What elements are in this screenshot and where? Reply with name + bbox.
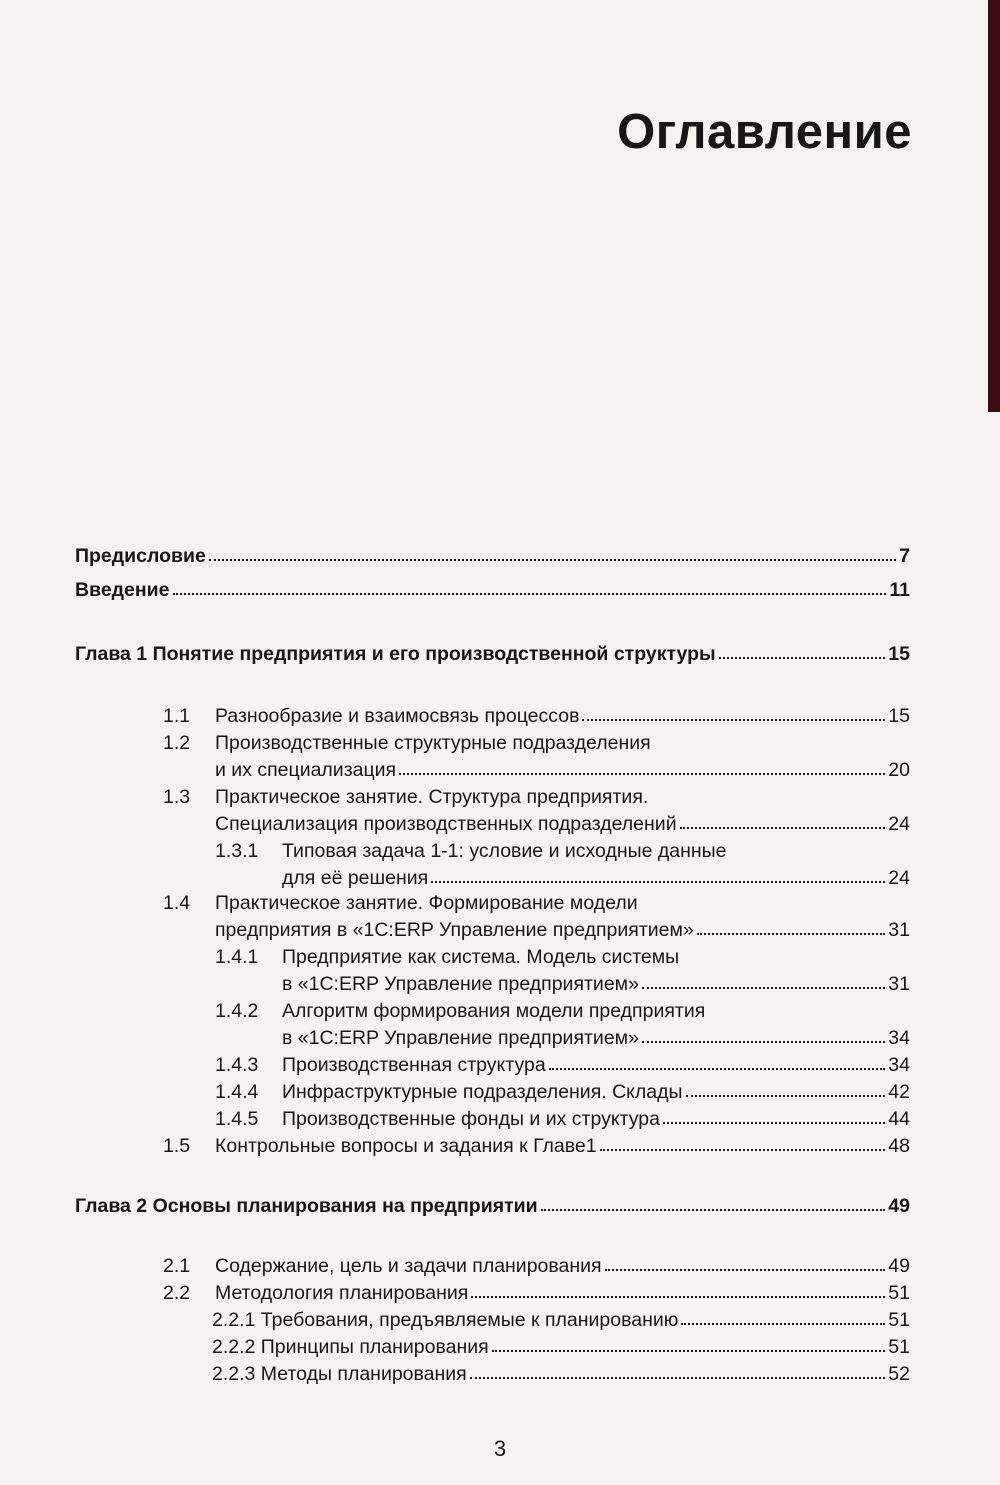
toc-section-number: 1.4.3 [215,1054,259,1076]
leader-dots [686,1090,886,1097]
toc-entry-text: Методология планирования [215,1282,469,1304]
toc-entry-text: в «1С:ERP Управление предприятием» [282,1027,639,1049]
leader-dots [492,1345,886,1352]
toc-entry-1-4-5[interactable] [215,1106,910,1133]
toc-entry-1-1[interactable] [163,703,910,730]
toc-entry-2-2-2[interactable] [212,1334,910,1361]
toc-entry-text: Предисловие [75,545,206,567]
toc-section-number: 1.4.4 [215,1081,259,1103]
leader-dots [399,768,885,775]
leader-dots [681,1318,885,1325]
toc-entry-1-3-1[interactable] [282,865,910,892]
toc-entry-text: Контрольные вопросы и задания к Главе1 [215,1135,597,1157]
leader-dots [431,876,885,883]
toc-entry-chapter-2[interactable] [75,1193,910,1220]
toc-page-number: 34 [888,1054,910,1076]
toc-page-number: 51 [888,1336,910,1358]
toc-entry-text: 2.2.1 Требования, предъявляемые к планированию [212,1309,679,1331]
leader-dots [642,1036,885,1043]
page-number: 3 [493,1436,507,1461]
toc-entry-chapter-1[interactable] [75,641,910,668]
toc-entry-text: предприятия в «1С:ERP Управление предприятием» [215,919,694,941]
toc-entry-text: Производственные структурные подразделения [215,732,651,754]
leader-dots [600,1144,886,1151]
toc-section-number: 1.4.2 [215,1000,259,1022]
toc-entry-text: 2.2.2 Принципы планирования [212,1336,489,1358]
toc-entry-text: Специализация производственных подразделений [215,813,677,835]
toc-entry-1-4-2[interactable] [282,1025,910,1052]
toc-section-number: 2.1 [163,1255,191,1277]
toc-entry-1-3-line1 [163,784,648,811]
leader-dots [663,1117,885,1124]
page-title: Оглавление [617,105,912,159]
leader-dots [582,714,885,721]
leader-dots [549,1063,886,1070]
toc-entry-1-4-1[interactable] [282,971,910,998]
toc-section-number: 1.1 [163,705,191,727]
toc-entry-text: Производственная структура [282,1054,546,1076]
toc-section-number: 1.3.1 [215,840,259,862]
leader-dots [470,1372,886,1379]
toc-entry-text: Алгоритм формирования модели предприятия [282,1000,706,1022]
toc-page-number: 51 [888,1282,910,1304]
leader-dots [697,928,886,935]
toc-entry-text: Инфраструктурные подразделения. Склады [282,1081,683,1103]
toc-section-number: 1.4.1 [215,946,259,968]
toc-entry-text: 2.2.3 Методы планирования [212,1363,467,1385]
leader-dots [719,652,886,659]
toc-entry-1-4-line1 [163,890,638,917]
toc-entry-1-3[interactable] [215,811,910,838]
toc-page-number: 49 [888,1255,910,1277]
toc-section-number: 1.2 [163,732,191,754]
toc-page-number: 31 [888,919,910,941]
toc-entry-1-4-1-line1 [215,944,679,971]
toc-entry-1-4-4[interactable] [215,1079,910,1106]
toc-section-number: 2.2 [163,1282,191,1304]
toc-entry-1-2[interactable] [215,757,910,784]
toc-entry-intro[interactable] [75,577,910,604]
toc-entry-text: Глава 2 Основы планирования на предприятии [75,1195,538,1217]
toc-page-number: 34 [888,1027,910,1049]
toc-entry-1-4-3[interactable] [215,1052,910,1079]
toc-entry-2-2[interactable] [163,1280,910,1307]
toc-entry-text: Глава 1 Понятие предприятия и его производственной структуры [75,643,716,665]
toc-page-number: 48 [888,1135,910,1157]
toc-page-number: 24 [888,813,910,835]
toc-entry-text: Содержание, цель и задачи планирования [215,1255,602,1277]
toc-page-number: 42 [888,1081,910,1103]
toc-section-number: 1.5 [163,1135,191,1157]
toc-entry-text: для её решения [282,867,429,889]
toc-page-number: 15 [888,643,910,665]
toc-page-number: 7 [899,545,910,567]
toc-entry-2-1[interactable] [163,1253,910,1280]
toc-entry-preface[interactable] [75,543,910,570]
toc-entry-2-2-1[interactable] [212,1307,910,1334]
toc-entry-text: Типовая задача 1-1: условие и исходные данные [282,840,727,862]
toc-entry-1-3-1-line1 [215,838,727,865]
toc-entry-text: в «1С:ERP Управление предприятием» [282,973,639,995]
toc-entry-text: Практическое занятие. Структура предприятия. [215,786,649,808]
toc-page-number: 44 [888,1108,910,1130]
toc-section-number: 1.4.5 [215,1108,259,1130]
leader-dots [541,1204,886,1211]
toc-entry-text: Практическое занятие. Формирование модели [215,892,638,914]
toc-page-number: 49 [888,1195,910,1217]
leader-dots [605,1264,886,1271]
leader-dots [173,588,887,595]
toc-page-number: 31 [888,973,910,995]
toc-entry-1-4[interactable] [215,917,910,944]
toc-entry-text: Введение [75,579,170,601]
toc-entry-1-5[interactable] [163,1133,910,1160]
toc-page-number: 52 [888,1363,910,1385]
toc-page-number: 24 [888,867,910,889]
toc-entry-1-2-line1 [163,730,651,757]
toc-entry-text: Разнообразие и взаимосвязь процессов [215,705,580,727]
leader-dots [209,554,896,561]
toc-entry-text: Производственные фонды и их структура [282,1108,660,1130]
toc-entry-2-2-3[interactable] [212,1361,910,1388]
toc-page-number: 11 [889,579,910,601]
toc-page-number: 20 [888,759,910,781]
toc-page-number: 15 [888,705,910,727]
toc-entry-1-4-2-line1 [215,998,705,1025]
toc-section-number: 1.4 [163,892,191,914]
toc-page-number: 51 [888,1309,910,1331]
toc-entry-text: и их специализация [215,759,397,781]
leader-dots [642,982,885,989]
leader-dots [471,1291,885,1298]
toc-entry-text: Предприятие как система. Модель системы [282,946,680,968]
toc-section-number: 1.3 [163,786,191,808]
leader-dots [680,822,886,829]
